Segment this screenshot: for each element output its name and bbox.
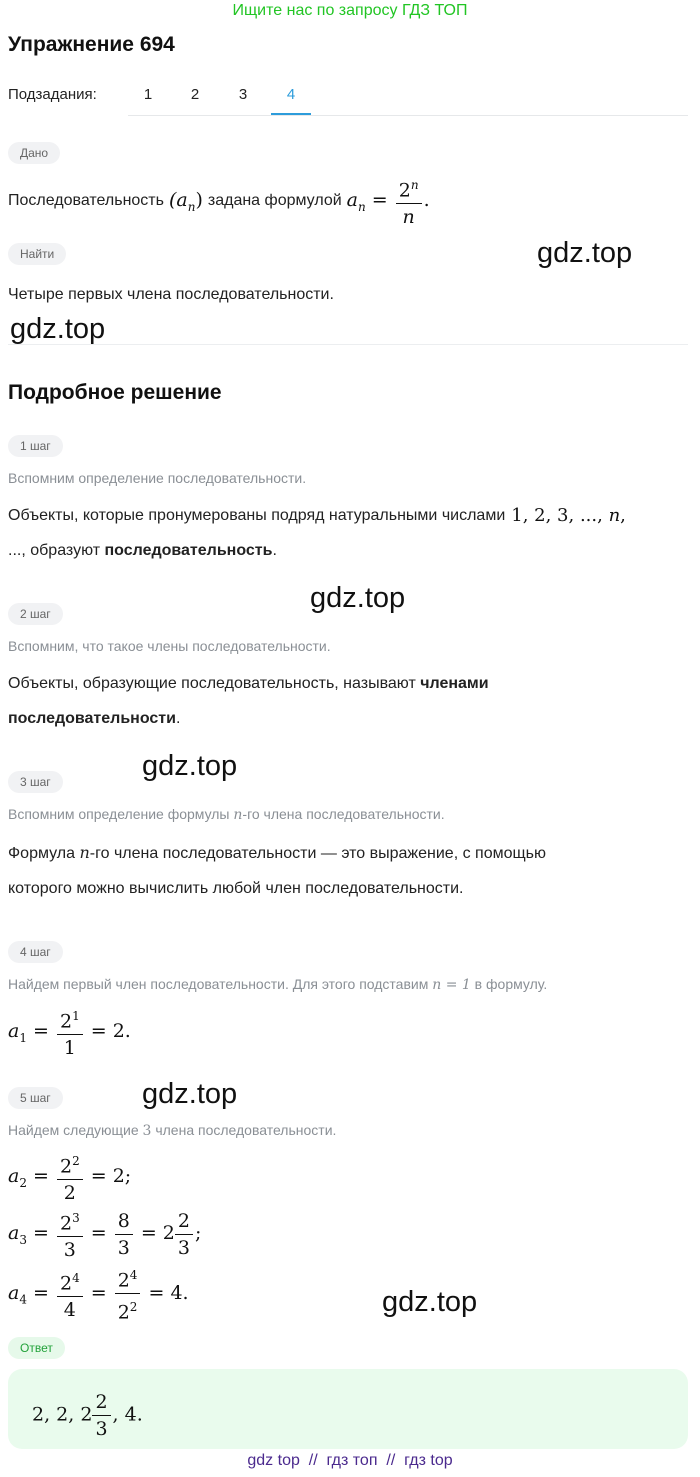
step-1-badge: 1 шаг [8, 435, 63, 457]
footer-links[interactable]: gdz top // гдз топ // гдз top [247, 1452, 453, 1469]
step-3-hint: Вспомним определение формулы n-го члена последовательности. [8, 806, 445, 823]
step-5-hint: Найдем следующие 3 члена последовательности. [8, 1122, 337, 1139]
watermark: gdz.top [142, 1078, 238, 1110]
section-divider [8, 344, 688, 345]
step-5-equation-a3: $a_3$ = $\frac{2^3}{3}$ = $\frac{8}{3}$ = 2 $\frac{2}{3}$ ; [8, 1205, 201, 1263]
step-1-line-2: ..., образуют последовательность. [8, 542, 277, 559]
step-1-line-1: Объекты, которые пронумерованы подряд натуральными числами 1, 2, 3, ..., n, [8, 505, 626, 526]
step-4-equation: $a_1$ = $\frac{2^1}{1}$ = 2. [8, 1003, 131, 1061]
answer-badge: Ответ [8, 1337, 65, 1359]
step-3-badge: 3 шаг [8, 771, 63, 793]
tab-subtask-1[interactable]: 1 [143, 86, 153, 103]
given-text-before: Последовательность [8, 192, 164, 210]
watermark: gdz.top [310, 582, 406, 614]
step-3-line-2: которого можно вычислить любой член последовательности. [8, 880, 464, 897]
active-tab-indicator [271, 113, 311, 115]
given-seq: $(a_n)$ [168, 188, 203, 214]
watermark: gdz.top [537, 237, 633, 269]
given-text-mid: задана формулой [207, 192, 342, 210]
solution-title: Подробное решение [8, 381, 222, 404]
tab-subtask-3[interactable]: 3 [238, 86, 248, 103]
step-5-badge: 5 шаг [8, 1087, 63, 1109]
step-2-hint: Вспомним, что такое члены последовательности. [8, 638, 331, 654]
answer-value: 2, 2, 2 $\frac{2}{3}$ , 4. [32, 1391, 143, 1440]
given-statement [8, 172, 430, 230]
step-1-hint: Вспомним определение последовательности. [8, 470, 307, 486]
step-2-badge: 2 шаг [8, 603, 63, 625]
step-3-line-1: Формула n-го члена последовательности — это выражение, с помощью [8, 843, 546, 862]
given-formula: $a_n$ = $\frac{2^n}{n}$ . [347, 172, 430, 230]
tab-subtask-4[interactable]: 4 [286, 86, 296, 103]
step-4-badge: 4 шаг [8, 941, 63, 963]
step-2-line-2: последовательности. [8, 710, 181, 727]
step-4-hint: Найдем первый член последовательности. Для этого подставим n = 1 в формулу. [8, 976, 548, 993]
step-5-equation-a4: $a_4$ = $\frac{2^4}{4}$ = $\frac{2^4}{2^2}$ = 4. [8, 1262, 189, 1326]
tabs-divider [128, 115, 688, 116]
given-badge: Дано [8, 142, 60, 164]
step-2-line-1: Объекты, образующие последовательность, называют членами [8, 675, 489, 692]
tab-subtask-2[interactable]: 2 [190, 86, 200, 103]
subtasks-label: Подзадания: [8, 86, 97, 103]
step-5-equation-a2: $a_2$ = $\frac{2^2}{2}$ = 2; [8, 1148, 131, 1206]
find-badge: Найти [8, 243, 66, 265]
page-title: Упражнение 694 [8, 33, 175, 56]
watermark: gdz.top [142, 750, 238, 782]
watermark: gdz.top [10, 313, 106, 345]
watermark: gdz.top [382, 1286, 478, 1318]
top-banner[interactable]: Ищите нас по запросу ГДЗ ТОП [232, 2, 468, 19]
find-text: Четыре первых члена последовательности. [8, 286, 334, 303]
